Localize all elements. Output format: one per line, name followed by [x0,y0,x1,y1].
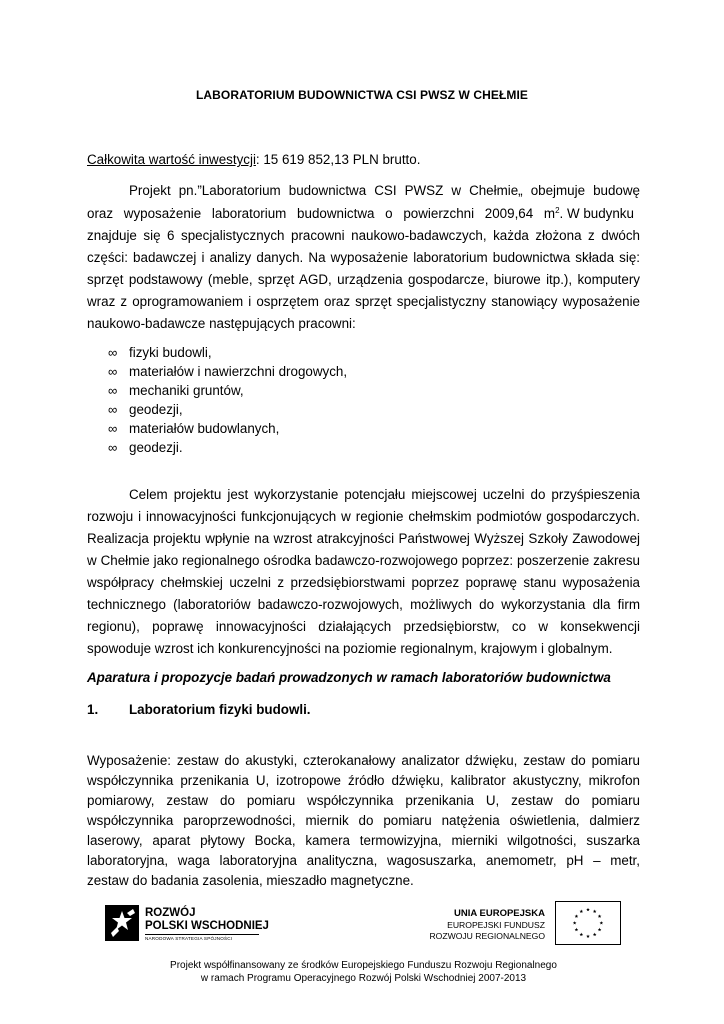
equipment-line-3: pomiarowy, zestaw do pomiaru współczynnika przenikania U, zestaw do pomiaru [87,793,640,808]
goal-line-6: technicznego (laboratoriów badawczo-rozwojowych, możliwych do wykorzystania dla firm [87,597,640,612]
intro-line-6: wraz z oprogramowaniem i osprzętem oraz sprzęt specjalistyczny stanowiący wyposażenie [87,294,640,309]
ue-line-1: UNIA EUROPEJSKA [454,908,545,919]
bullet-infinity-icon: ∞ [108,402,118,417]
intro-line-2 [87,206,640,222]
footer-note-line-1: Projekt współfinansowany ze środków Europejskiego Funduszu Rozwoju Regionalnego [170,960,557,971]
rpw-line-2: POLSKI WSCHODNIEJ [145,920,269,932]
list-item: mechaniki gruntów, [129,383,244,398]
section-heading: Aparatura i propozycje badań prowadzonych w ramach laboratoriów budownictwa [87,670,611,685]
eu-star-icon [600,921,604,924]
eu-star-icon [580,933,584,936]
intro-line-2-text: oraz wyposażenie laboratorium budownictwa o powierzchni 2009,64 m [87,206,556,221]
section-number: 1. [87,702,99,717]
eu-flag-icon [555,901,621,945]
footer-note-line-2: w ramach Programu Operacyjnego Rozwój Polski Wschodniej 2007-2013 [200,973,527,984]
goal-line-5: współpracy chełmskiej uczelni z przedsiębiorstwami poprzez poprawę stanu wyposażenia [87,575,640,590]
investment-value: : 15 619 852,13 PLN brutto. [255,152,421,167]
ue-line-3: ROZWOJU REGIONALNEGO [429,931,545,941]
list-item: materiałów i nawierzchni drogowych, [129,364,348,379]
goal-line-8: spowoduje wzrost ich konkurencyjności na poziomie regionalnym, krajowym i globalnym. [87,641,613,656]
bullet-infinity-icon: ∞ [108,440,118,455]
eu-star-icon [586,934,590,937]
list-item: geodezji. [129,440,183,455]
equipment-line-5: laserowy, aparat płytowy Bocka, kamera termowizyjna, mierniki wilgotności, suszarka [87,833,640,848]
bullet-infinity-icon: ∞ [108,345,118,360]
list-item: materiałów budowlanych, [129,421,280,436]
goal-line-7: regionu), poprawę innowacyjności działających przedsiębiorstw, co w konsekwencji [87,619,640,634]
list-item: fizyki budowli, [129,345,212,360]
eu-star-icon [573,921,577,924]
section-title: Laboratorium fizyki budowli. [129,702,311,717]
rpw-tagline: NARODOWA STRATEGIA SPÓJNOŚCI [145,936,233,941]
intro-line-2-end: . W budynku [559,206,634,221]
rozwoj-polski-wschodniej-logo-icon [105,905,139,941]
eu-star-icon [575,914,579,917]
eu-star-icon [586,908,590,911]
eu-star-icon [575,928,579,931]
bullet-infinity-icon: ∞ [108,421,118,436]
equipment-line-4: współczynnika paroprzewodności, miernik do pomiaru natężenia oświetlenia, dalmierz [87,813,640,828]
eu-star-icon [593,910,597,913]
investment-label: Całkowita wartość inwestycji [87,152,256,167]
equipment-line-6: laboratoryjna, waga laboratoryjna analityczna, wagosuszarka, anemometr, pH – metr, [87,853,640,868]
investment-line [87,152,420,168]
eu-star-icon [598,928,602,931]
eu-star-icon [598,914,602,917]
bullet-infinity-icon: ∞ [108,383,118,398]
equipment-line-2: współczynnika przenikania U, izotropowe źródło dźwięku, kalibrator akustyczny, mikrofon [87,773,640,788]
eu-star-icon [580,910,584,913]
superscript: 2 [555,206,560,215]
equipment-line-7: zestaw do badania zasolenia, mieszadło magnetyczne. [87,873,414,888]
goal-line-2: rozwoju i innowacyjności funkcjonujących w regionie chełmskim podmiotów gospodarczych. [87,509,640,524]
intro-line-5: sprzęt podstawowy (meble, sprzęt AGD, urządzenia gospodarcze, biurowe itp.), komputery [87,272,640,287]
footer [87,893,640,993]
intro-line-1: Projekt pn.”Laboratorium budownictwa CSI PWSZ w Chełmie„ obejmuje budowę [129,183,640,198]
rpw-line-1: ROZWÓJ [145,907,196,919]
intro-line-4: części: badawczej i analizy danych. Na wyposażenie laboratorium budownictwa składa się: [87,250,640,265]
ue-line-2: EUROPEJSKI FUNDUSZ [447,920,545,930]
page-title: LABORATORIUM BUDOWNICTWA CSI PWSZ W CHEŁMIE [195,88,529,102]
goal-line-1: Celem projektu jest wykorzystanie potencjału miejscowej uczelni do przyśpieszenia [129,487,640,502]
equipment-line-1: Wyposażenie: zestaw do akustyki, czterokanałowy analizator dźwięku, zestaw do pomiaru [87,753,640,768]
intro-line-3: znajduje się 6 specjalistycznych pracowni naukowo-badawczych, każda złożona z dwóch [87,228,640,243]
intro-line-7: naukowo-badawcze następujących pracowni: [87,316,356,331]
goal-line-3: Realizacja projektu wpłynie na wzrost atrakcyjności Państwowej Wyższej Szkoły Zawodowej [87,531,640,546]
bullet-infinity-icon: ∞ [108,364,118,379]
goal-line-4: w Chełmie jako regionalnego ośrodka badawczo-rozwojowego poprzez: poszerzenie zakresu [87,553,640,568]
eu-star-icon [593,933,597,936]
list-item: geodezji, [129,402,183,417]
rpw-divider [145,934,259,935]
